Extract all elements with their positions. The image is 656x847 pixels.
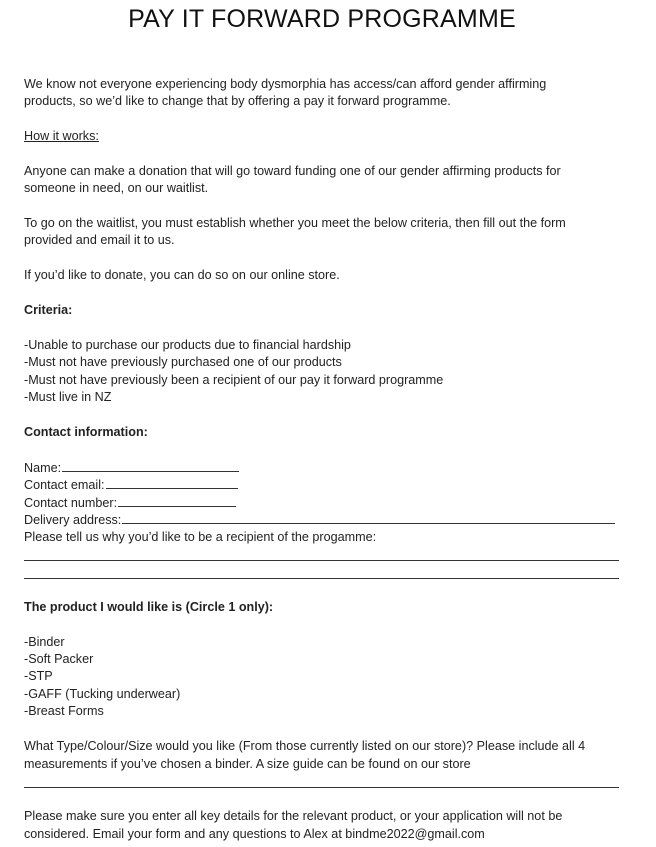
criteria-item: -Must not have previously been a recipient of our pay it forward programme: [24, 373, 444, 387]
number-label: Contact number:: [24, 496, 118, 510]
criteria-heading: Criteria:: [24, 303, 73, 317]
contact-heading: Contact information:: [24, 425, 148, 439]
intro-line-2: products, so we’d like to change that by offering a pay it forward programme.: [24, 94, 451, 108]
type-prompt-line-1: What Type/Colour/Size would you like (From those currently listed on our store)? Please include all 4: [24, 739, 586, 753]
how-para2-line-2: provided and email it to us.: [24, 233, 175, 247]
page-title: PAY IT FORWARD PROGRAMME: [128, 5, 516, 33]
product-option[interactable]: -STP: [24, 669, 53, 683]
closing-line-2: considered. Email your form and any questions to Alex at bindme2022@gmail.com: [24, 827, 485, 841]
type-prompt-line-2: measurements if you’ve chosen a binder. A size guide can be found on our store: [24, 757, 471, 771]
how-para1-line-2: someone in need, on our waitlist.: [24, 181, 209, 195]
product-option[interactable]: -Binder: [24, 635, 65, 649]
email-field[interactable]: [24, 477, 238, 492]
product-option[interactable]: -GAFF (Tucking underwear): [24, 687, 181, 701]
number-field[interactable]: [24, 495, 236, 510]
product-option[interactable]: -Breast Forms: [24, 704, 104, 718]
donate-line: If you’d like to donate, you can do so on our online store.: [24, 268, 340, 282]
reason-answer-line[interactable]: [24, 578, 619, 579]
reason-answer-line[interactable]: [24, 560, 619, 561]
address-label: Delivery address:: [24, 513, 122, 527]
intro-line-1: We know not everyone experiencing body dysmorphia has access/can afford gender affirming: [24, 77, 547, 91]
name-blank[interactable]: [62, 460, 239, 472]
product-option[interactable]: -Soft Packer: [24, 652, 94, 666]
email-blank[interactable]: [106, 477, 238, 489]
email-label: Contact email:: [24, 478, 105, 492]
criteria-item: -Must not have previously purchased one of our products: [24, 355, 342, 369]
criteria-item: -Must live in NZ: [24, 390, 112, 404]
closing-line-1: Please make sure you enter all key details for the relevant product, or your application will not be: [24, 809, 563, 823]
how-it-works-heading: How it works:: [24, 129, 99, 143]
how-para2-line-1: To go on the waitlist, you must establish whether you meet the below criteria, then fill out the form: [24, 216, 566, 230]
type-answer-line[interactable]: [24, 787, 619, 788]
criteria-item: -Unable to purchase our products due to financial hardship: [24, 338, 351, 352]
number-blank[interactable]: [118, 495, 236, 507]
name-field[interactable]: [24, 460, 239, 475]
address-blank[interactable]: [122, 512, 615, 524]
reason-prompt: Please tell us why you’d like to be a recipient of the progamme:: [24, 530, 377, 544]
name-label: Name:: [24, 461, 62, 475]
product-heading: The product I would like is (Circle 1 only):: [24, 600, 274, 614]
how-para1-line-1: Anyone can make a donation that will go toward funding one of our gender affirming products for: [24, 164, 561, 178]
address-field[interactable]: [24, 512, 615, 527]
